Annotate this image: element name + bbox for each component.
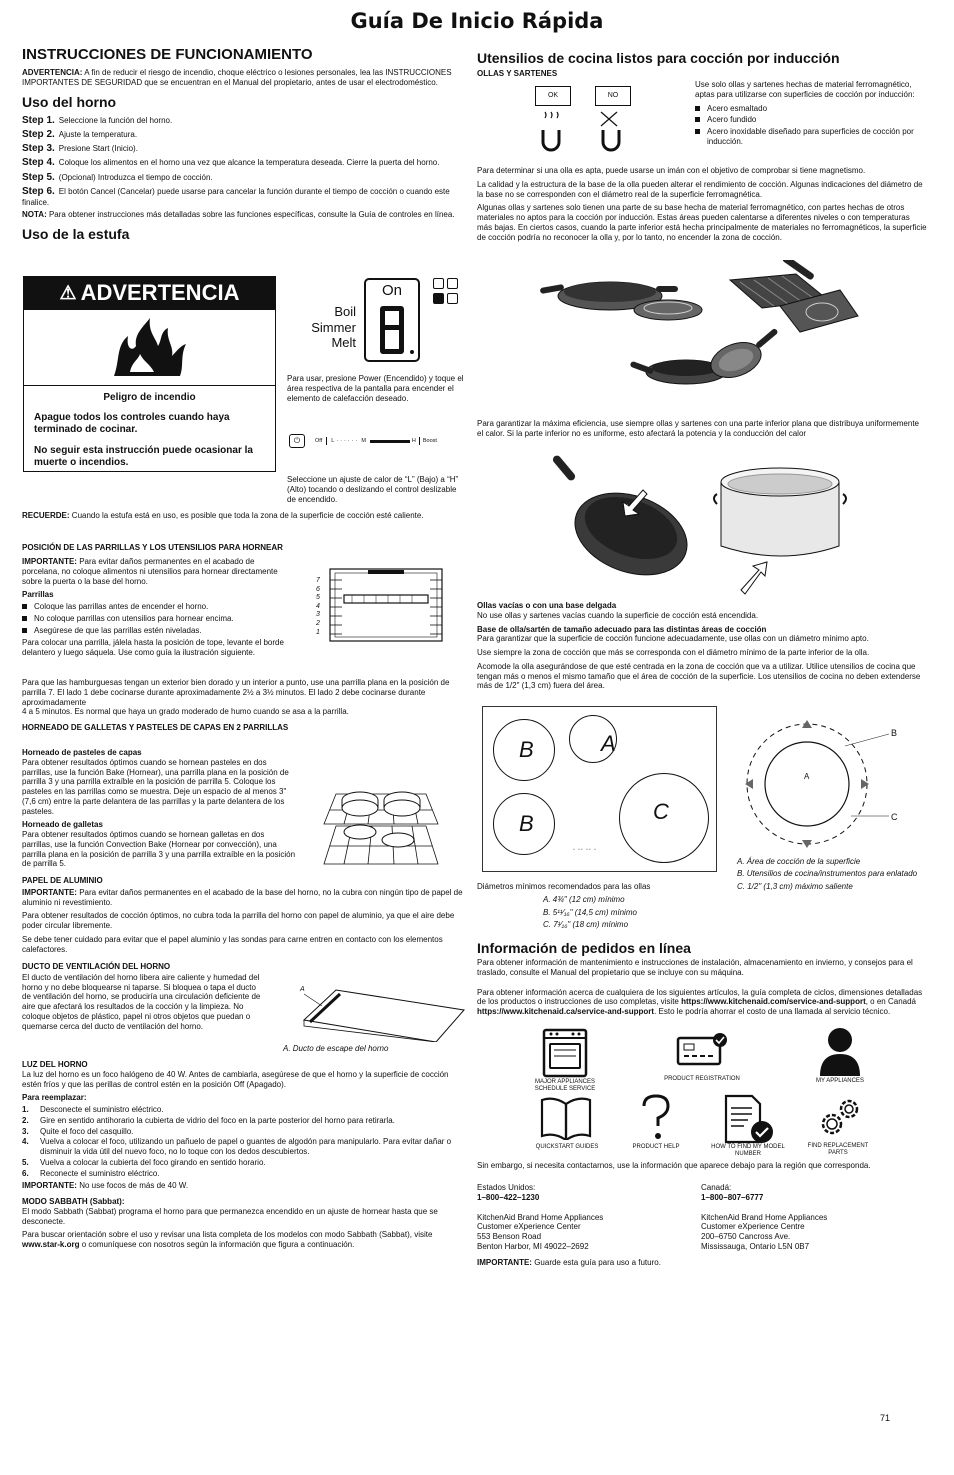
list-item: Acero inoxidable diseñado para superficies de cocción por inducción.	[695, 127, 927, 147]
zone-indicator-icon	[433, 278, 459, 306]
sabbath-heading: MODO SABBATH (Sabbat):	[22, 1197, 125, 1206]
cooktop-zones-diagram	[482, 706, 717, 872]
star-k-link[interactable]: www.star-k.org	[22, 1240, 80, 1249]
page-number: 71	[880, 1413, 891, 1423]
document-check-icon	[722, 1094, 774, 1144]
replace-steps	[22, 1105, 468, 1178]
my-appliances-button[interactable]	[808, 1026, 872, 1088]
sabbath-text: El modo Sabbath (Sabbat) programa el horno para que permanezca encendido en un ajuste de hornear hasta que se desconecte.	[22, 1206, 438, 1226]
legend-item: A. Área de cocción de la superficie	[737, 857, 861, 866]
registration-card-icon	[676, 1032, 728, 1066]
pot-size-label: Base de olla/sartén de tamaño adecuado para las distintas áreas de cocción	[477, 624, 767, 634]
cookies-heading: HORNEADO DE GALLETAS Y PASTELES DE CAPAS EN 2 PARRILLAS	[22, 723, 289, 732]
list-item: No coloque parrillas con utensilios para hornear encima.	[22, 614, 292, 624]
oven-vent-illustration	[296, 980, 466, 1042]
rack-important: IMPORTANTE: Para evitar daños permanentes en el acabado de porcelana, no coloque alimentos ni utensilios para hornear directamente sobre la puerta o la base del horno.	[22, 557, 278, 586]
cooktop-use-heading: Uso de la estufa	[22, 225, 130, 242]
list-item: 1. Desconecte el suministro eléctrico.	[22, 1105, 164, 1114]
oven-rack-illustration	[316, 567, 444, 643]
foil-text-2: Para obtener resultados de cocción óptimos, no cubra toda la parrilla del horno con papel de aluminio, ya que el aire debe poder circular libremente.	[22, 911, 455, 930]
step-item: Step 3. Presione Start (Inicio).	[22, 143, 138, 155]
induction-heading: Utensilios de cocina listos para cocción por inducción	[477, 50, 840, 66]
us-contact: Estados Unidos: 1–800–422–1230 KitchenAid Brand Home Appliances Customer eXperience Center 553 Benson Road Benton Harbor, MI 49022–2692	[477, 1183, 697, 1252]
cookies-text: Para obtener resultados óptimos cuando se hornean galletas en dos parrillas, use la función Convection Bake (Hornear por convección), una parrilla plana en la posición de parrilla 3 y una parrilla extraíble en la posición de parrilla 5.	[22, 830, 296, 869]
rack-number: 3	[316, 611, 320, 619]
melt-label: Melt	[331, 335, 356, 351]
digit-eight-icon	[380, 306, 404, 354]
warning-box	[23, 276, 276, 472]
zone-label: A	[601, 731, 616, 756]
replace-label: Para reemplazar:	[22, 1093, 87, 1103]
empty-pots-text: No use ollas y sartenes vacías cuando la superficie de cocción está encendida.	[477, 610, 759, 620]
panel-instructions: Para usar, presione Power (Encendido) y toque el área respectiva de la pantalla para encender el elemento de calefacción deseado.	[287, 374, 464, 403]
zone-a-label: A	[804, 772, 810, 781]
diameters-intro: Diámetros mínimos recomendados para las ollas	[477, 882, 651, 891]
boil-label: Boil	[334, 304, 356, 319]
cooktop-display-illustration	[288, 278, 464, 364]
simmer-label: Simmer	[311, 319, 356, 335]
light-heading: LUZ DEL HORNO	[22, 1060, 88, 1069]
racks-label: Parrillas	[22, 590, 54, 600]
steps-list	[22, 115, 468, 208]
us-phone[interactable]: 1–800–422–1230	[477, 1192, 540, 1202]
oven-use-heading: Uso del horno	[22, 93, 117, 110]
step-item: Step 4. Coloque los alimentos en el horno una vez que alcance la temperatura deseada. Cierre la puerta del horno.	[22, 157, 440, 169]
online-orders-heading: Información de pedidos en línea	[477, 940, 691, 956]
magnet-text: Para determinar si una olla es apta, puede usarse un imán con el objetivo de comprobar si tiene magnetismo.	[477, 166, 866, 175]
warning-triangle-icon: ⚠	[59, 282, 77, 304]
canada-phone[interactable]: 1–800–807–6777	[701, 1192, 764, 1202]
ok-pot-icon: OK	[535, 86, 571, 106]
vent-text: El ducto de ventilación del horno libera aire caliente y humedad del horno y no debe bloquearse ni taparse. Si bloquea o tapa el ducto de ventilación del horno, se produciría una circulación deficiente de aire que afectará los resultados de la cocción y la limpieza. No coloque objetos de plástico, papel ni otros objetos que puedan o quemarse cerca del ducto de ventilación del horno.	[22, 972, 261, 1031]
kitchenaid-ca-link[interactable]: https://www.kitchenaid.ca/service-and-support	[477, 1007, 655, 1017]
step-item: Step 5. (Opcional) Introduzca el tiempo de cocción.	[22, 171, 213, 183]
left-column	[22, 46, 468, 243]
step-item: Step 1. Seleccione la función del horno.	[22, 114, 173, 126]
efficiency-text: Para garantizar la máxima eficiencia, use siempre ollas y sartenes con una parte inferior plana que distribuya uniformemente el calor. Si la parte inferior no es uniforme, esto afectará la potencia y la conducción del calor	[477, 419, 920, 438]
list-item: 2. Gire en sentido antihorario la cubierta de vidrio del foco en la parte posterior del horno para retirarla.	[22, 1115, 395, 1125]
product-help-button[interactable]	[630, 1094, 682, 1154]
diameter-item: B. 5¹¹⁄₁₆" (14,5 cm) mínimo	[543, 907, 637, 917]
diameter-item: A. 4¾" (12 cm) mínimo	[543, 894, 625, 904]
list-item: 6. Reconecte el suministro eléctrico.	[22, 1168, 160, 1178]
orders-text-1: Para obtener información de mantenimiento e instrucciones de instalación, almacenamiento en invierno, y consejos para el traslado, consulte el Manual del propietario que se incluye con su máquina.	[477, 958, 913, 977]
rack-number: 5	[316, 594, 320, 602]
ok-no-illustration	[533, 86, 643, 156]
foil-important: IMPORTANTE: Para evitar daños permanentes en el acabado de la base del horno, no la cubra con ningún tipo de papel de aluminio ni revestimiento.	[22, 887, 463, 907]
light-text: La luz del horno es un foco halógeno de 40 W. Antes de cambiarla, asegúrese de que el horno y la superficie de cocción estén fríos y que las perillas de control estén en la posición Off (Apagado).	[22, 1069, 449, 1089]
zone-b-label: B	[891, 728, 898, 738]
rack-number: 7	[316, 577, 320, 584]
rack-number: 4	[316, 602, 320, 610]
zone-text: Use siempre la zona de cocción que más se corresponda con el diámetro mínimo de la parte inferior de la olla.	[477, 648, 870, 657]
center-text: Acomode la olla asegurándose de que esté centrada en la zona de cocción que va a utilizar. Utilice utensilios de cocina que tengan más o menos el mismo tamaño que el área de cocción de la superficie. Los utensilios de cocina no deben extenderse más de 1/2" (1,3 cm) fuera del área.	[477, 661, 921, 691]
find-model-number-button[interactable]	[711, 1094, 785, 1160]
question-icon	[640, 1094, 672, 1142]
warning-line-1: Apague todos los controles cuando haya terminado de cocinar.	[34, 412, 230, 436]
product-registration-button[interactable]	[660, 1032, 744, 1088]
orders-text-2: Para obtener información acerca de cualquiera de los siguientes artículos, la guía completa de ciclos, dimensiones detalladas de los productos o instrucciones de uso completas, visite https://www.kitchenaid.com/service-and-support, o en Canadá https://www.kitchenaid.ca/service-and-support. Esto le podría ahorrar el costo de una llamada al servicio técnico.	[477, 987, 923, 1017]
list-item: Asegúrese de que las parrillas estén niveladas.	[22, 626, 292, 636]
vent-a-label: A	[300, 986, 305, 993]
oven-note: NOTA: Para obtener instrucciones más detalladas sobre las funciones específicas, consulte la Guía de controles en línea.	[22, 209, 455, 219]
zone-label: B	[519, 811, 534, 836]
canada-contact: Canadá: 1–800–807–6777 KitchenAid Brand Home Appliances Customer eXperience Centre 200–6750 Cancross Ave. Mississauga, Ontario L5N 0B7	[701, 1183, 921, 1252]
gears-icon	[816, 1096, 862, 1140]
zone-label: B	[519, 737, 534, 762]
pots-label: OLLAS Y SARTENES	[477, 69, 558, 79]
warning-line-2: No seguir esta instrucción puede ocasionar la muerte o incendios.	[34, 444, 253, 468]
final-important: IMPORTANTE: Guarde esta guía para uso a futuro.	[477, 1258, 661, 1267]
slider-boost-label: Boost	[422, 437, 437, 444]
burger-text: Para que las hamburguesas tengan un exterior bien dorado y un interior a punto, use una parrilla plana en la posición de parrilla 7. El lado 1 debe cocinarse durante aproximadamente 2½ a 3½ minutos. El lado 2 debe cocinarse durante aproximadamente	[22, 678, 450, 707]
icon-label: HOW TO FIND MY MODEL NUMBER	[711, 1144, 785, 1157]
icon-label: FIND REPLACEMENT PARTS	[807, 1143, 869, 1156]
book-icon	[540, 1096, 592, 1140]
pan-pot-illustration	[545, 454, 875, 598]
icon-label: MY APPLIANCES	[816, 1078, 864, 1084]
vent-caption: A. Ducto de escape del horno	[283, 1044, 389, 1053]
icon-label: PRODUCT REGISTRATION	[664, 1076, 740, 1082]
slider-low-label: L	[331, 437, 335, 444]
kitchenaid-us-link[interactable]: https://www.kitchenaid.com/service-and-support	[681, 997, 866, 1007]
partial-base-text: Algunas ollas y sartenes solo tienen una parte de su base hecha de material ferromagnético, con partes hechas de otros materiales no aptos para la cocción por inducción. Estas áreas pueden calentarse a diferentes niveles o con temperaturas más bajas. En ciertos casos, cuando la parte inferior está hecha principalmente de materiales no ferromagnéticos, la superficie de cocción podría no reconocer la olla y, por lo tanto, no encender la zona de cocción.	[477, 203, 927, 242]
foil-heading: PAPEL DE ALUMINIO	[22, 876, 103, 885]
zone-label: C	[653, 799, 669, 824]
list-item: 5. Vuelva a colocar la cubierta del foco girando en sentido horario.	[22, 1157, 266, 1167]
no-pot-icon: NO	[595, 86, 631, 106]
diameter-item: C. 7¹⁄₁₆" (18 cm) mínimo	[543, 920, 629, 930]
burger-text-2: 4 a 5 minutos. Es normal que haya un grado moderado de humo cuando se asa a la parrilla.	[22, 707, 349, 717]
instructions-heading: INSTRUCCIONES DE FUNCIONAMIENTO	[22, 46, 313, 63]
foil-text-3: Se debe tener cuidado para evitar que el papel aluminio y las sondas para carne entren en contacto con los elementos calefactores.	[22, 934, 443, 954]
list-item: Acero esmaltado	[695, 104, 927, 114]
legend-item: C. 1/2" (1,3 cm) máximo saliente	[737, 881, 853, 891]
vent-heading: DUCTO DE VENTILACIÓN DEL HORNO	[22, 962, 171, 971]
slider-instructions: Seleccione un ajuste de calor de “L” (Bajo) a “H” (Alto) tocando o deslizando el control deslizable de encendido.	[287, 475, 459, 504]
page-title: Guía De Inicio Rápida	[350, 9, 604, 33]
digit-display	[364, 278, 420, 362]
cookware-illustration	[540, 260, 870, 410]
schedule-service-button[interactable]	[530, 1028, 600, 1100]
list-item: 3. Quite el foco del casquillo.	[22, 1126, 134, 1136]
step-item: Step 2. Ajuste la temperatura.	[22, 129, 138, 141]
flame-icon	[24, 310, 275, 386]
remember-note: RECUERDE: Cuando la estufa está en uso, es posible que toda la zona de la superficie de cocción esté caliente.	[22, 511, 424, 520]
rack-heading: POSICIÓN DE LAS PARRILLAS Y LOS UTENSILIOS PARA HORNEAR	[22, 543, 283, 552]
pot-overhang-diagram	[745, 716, 905, 852]
power-icon: ⏻	[289, 434, 305, 448]
rack-number: 2	[316, 619, 320, 627]
heat-slider: ⏻ Off L ······ M H Boost	[289, 432, 465, 450]
cakes-text: Para obtener resultados óptimos cuando se hornean pasteles en dos parrillas, use la función Bake (Hornear), una parrilla plana en la posición de parrilla 3 y una parrilla extraíble en la posición de parrilla 5. Coloque los pasteles en las parrillas como se muestra. Deje un espacio de al menos 3" (7,6 cm) entre la parte delantera de las parrillas y la parte delantera de los pasteles.	[22, 757, 289, 816]
slider-high-label: H	[411, 437, 416, 444]
icon-label: MAJOR APPLIANCES SCHEDULE SERVICE	[534, 1079, 596, 1092]
rack-place-text: Para colocar una parrilla, jálela hasta la posición de tope, levante el borde delantero y luego sáquela. Use como guía la ilustración siguiente.	[22, 638, 284, 657]
rack-number: 6	[316, 585, 320, 593]
zone-c-label: C	[891, 812, 898, 822]
list-item: Acero fundido	[695, 115, 927, 125]
icon-label: PRODUCT HELP	[632, 1144, 680, 1150]
light-important: IMPORTANTE: No use focos de más de 40 W.	[22, 1181, 189, 1191]
find-replacement-parts-button[interactable]	[806, 1096, 870, 1160]
list-item: Coloque las parrillas antes de encender el horno.	[22, 602, 292, 612]
range-icon	[542, 1028, 588, 1078]
person-icon	[818, 1026, 862, 1076]
slider-off-label: Off	[315, 437, 323, 444]
list-item: 4. Vuelva a colocar el foco, utilizando un pañuelo de papel o guantes de algodón para manipularlo. Para evitar dañar o disminuir la vida útil del nuevo foco, no lo toque con los dedos descubiertos.	[22, 1137, 452, 1156]
warning-fire-label: Peligro de incendio	[103, 392, 196, 403]
contact-text: Sin embargo, si necesita contactarnos, use la información que aparece debajo para la región que corresponda.	[477, 1161, 871, 1170]
legend-item: B. Utensilios de cocina/instrumentos para enlatado	[737, 869, 918, 879]
quickstart-guides-button[interactable]	[532, 1096, 602, 1154]
cakes-label: Horneado de pasteles de capas	[22, 748, 142, 757]
on-label: On	[381, 282, 402, 299]
cookies-label: Horneado de galletas	[22, 820, 103, 830]
rack-number: 1	[316, 628, 320, 636]
controls-strip: ▫ ▫▫ ▫▫ ▫	[573, 847, 597, 853]
warning-header: ⚠ ADVERTENCIA	[24, 277, 275, 310]
quality-text: La calidad y la estructura de la base de la olla pueden alterar el rendimiento de cocción. Algunas indicaciones del diámetro de la base no se corresponden con el diámetro real de la superficie ferromagnética.	[477, 179, 923, 199]
empty-pots-label: Ollas vacías o con una base delgada	[477, 601, 617, 610]
instructions-warning: ADVERTENCIA: A fin de reducir el riesgo de incendio, choque eléctrico o lesiones personales, lea las INSTRUCCIONES IMPORTANTES DE SEGURIDAD que se encuentran en el Manual del propietario, antes de usar el electrodoméstico.	[22, 68, 452, 88]
sabbath-text-2: Para buscar orientación sobre el uso y revisar una lista completa de los modelos con modo Sabbath (Sabbat), visite www.star-k.org o comuníquese con nosotros según la información que figura a continuación.	[22, 1230, 433, 1249]
pots-list	[695, 104, 927, 147]
cake-racks-illustration	[322, 780, 440, 870]
racks-list	[22, 602, 292, 635]
slider-mid-label: M	[361, 437, 366, 444]
icon-label: QUICKSTART GUIDES	[535, 1144, 599, 1150]
pot-size-text: Para garantizar que la superficie de cocción funcione adecuadamente, use ollas con un diámetro mínimo apto.	[477, 634, 869, 644]
pots-intro: Use solo ollas y sartenes hechas de material ferromagnético, aptas para utilizarse con superficies de cocción por inducción:	[695, 80, 915, 99]
step-item: Step 6. El botón Cancel (Cancelar) puede usarse para cancelar la función durante el tiempo de cocción o cuando este finalice.	[22, 185, 450, 207]
